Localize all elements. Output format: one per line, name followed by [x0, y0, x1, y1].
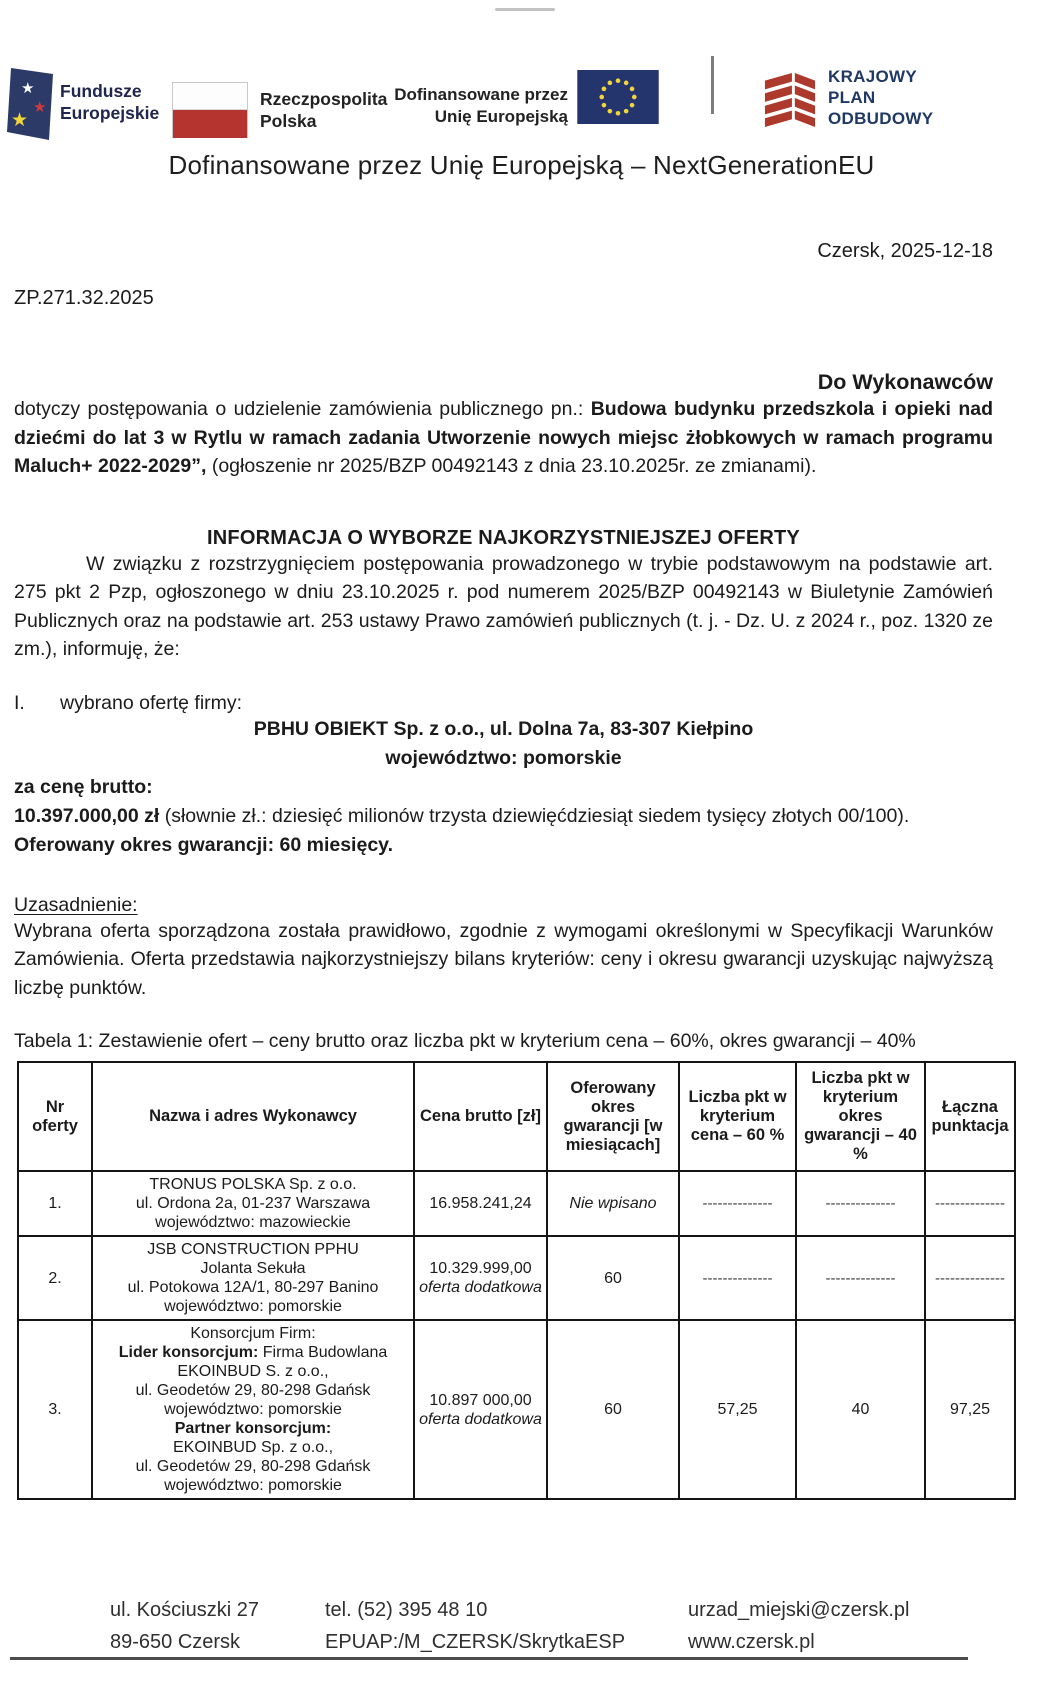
additional-offer-note: oferta dodatkowa [419, 1410, 542, 1428]
subject-title-bold: Budowa budynku przedszkola i opieki nad dziećmi do lat 3 w Rytlu w ramach zadania Utworzenie nowych miejsc żłobkowych w ramach programu Maluch+ 2022-2029”, [14, 398, 994, 477]
contractor-name-address [92, 1236, 414, 1320]
gross-price-cell: 10.897 000,00 oferta dodatkowa [414, 1320, 547, 1499]
col-header-contractor: Nazwa i adres Wykonawcy [92, 1062, 414, 1171]
footer-contact [325, 1594, 625, 1658]
table-row [18, 1171, 1015, 1236]
guarantee-points-cell: 40 [796, 1320, 925, 1499]
guarantee-cell: 60 [547, 1320, 679, 1499]
kpo-label: KRAJOWY PLAN ODBUDOWY [828, 67, 934, 128]
col-header-offer-number: Nr oferty [18, 1062, 92, 1171]
eu-flag-icon [577, 70, 659, 124]
price-points-cell: -------------- [679, 1171, 796, 1236]
legal-basis-paragraph: W związku z rozstrzygnięciem postępowania prowadzonego w trybie podstawowym na podstawie art. 275 pkt 2 Pzp, ogłoszonego w dniu 23.10.2025 r. pod numerem 2025/BZP 00492143 w Biuletynie Zamówień Publicznych oraz na podstawie art. 253 ustawy Prawo zamówień publicznych (t. j. - Dz. U. z 2024 r., poz. 1320 ze zm.), informuję, że: [14, 552, 993, 660]
contractor-line: województwo: pomorskie [164, 1401, 342, 1418]
col-header-total-points: Łączna punktacja [925, 1062, 1015, 1171]
case-reference-number: ZP.271.32.2025 [14, 287, 154, 309]
footer-online [688, 1594, 909, 1658]
consortium-partner-label: Partner konsorcjum: [174, 1420, 332, 1437]
price-points-cell: -------------- [679, 1236, 796, 1320]
offers-comparison-table [17, 1061, 1016, 1500]
additional-offer-note: oferta dodatkowa [419, 1279, 542, 1296]
footer-city: 89-650 Czersk [110, 1631, 241, 1653]
contractor-line: ul. Ordona 2a, 01-237 Warszawa [135, 1195, 371, 1212]
eu-funding-label: Dofinansowane przez Unię Europejską [394, 85, 568, 126]
gross-price-cell: 10.329.999,00 oferta dodatkowa [414, 1236, 547, 1320]
gross-price-label: za cenę brutto: [14, 775, 153, 798]
footer-divider-line [10, 1657, 968, 1660]
total-points-cell: -------------- [925, 1171, 1015, 1236]
guarantee-cell: 60 [547, 1236, 679, 1320]
contractor-line: województwo: pomorskie [164, 1298, 342, 1315]
logo-divider [711, 56, 714, 114]
offer-number: 3. [18, 1320, 92, 1499]
fundusze-europejskie-label: Fundusze Europejskie [60, 81, 160, 123]
consortium-line: Konsorcjum Firm: [190, 1325, 316, 1342]
place-and-date: Czersk, 2025-12-18 [817, 240, 993, 262]
total-points-cell: 97,25 [925, 1320, 1015, 1499]
contractor-line: JSB CONSTRUCTION PPHU [147, 1241, 359, 1258]
winner-name-address: PBHU OBIEKT Sp. z o.o., ul. Dolna 7a, 83-307 Kiełpino [253, 717, 754, 740]
footer-website: www.czersk.pl [688, 1631, 815, 1653]
selected-offer-item [14, 692, 993, 715]
gross-price-words: (słownie zł.: dziesięć milionów trzysta dziewięćdziesiąt siedem tysięcy złotych 00/100). [159, 804, 910, 827]
footer-address [110, 1594, 259, 1658]
svg-text:★: ★ [11, 109, 29, 131]
contractor-line: ul. Potokowa 12A/1, 80-297 Banino [127, 1279, 379, 1296]
justification-label: Uzasadnienie: [14, 893, 138, 916]
footer-street: ul. Kościuszki 27 [110, 1599, 259, 1621]
col-header-price-points: Liczba pkt w kryterium cena – 60 % [679, 1062, 796, 1171]
gross-price-amount: 10.397.000,00 zł [14, 804, 160, 827]
offer-number: 2. [18, 1236, 92, 1320]
kpo-logo-icon [763, 62, 817, 136]
contractor-line: województwo: pomorskie [164, 1477, 342, 1494]
footer-phone: tel. (52) 395 48 10 [325, 1599, 488, 1621]
gross-price-cell: 16.958.241,24 [414, 1171, 547, 1236]
svg-text:★: ★ [21, 79, 35, 97]
footer-email: urzad_miejski@czersk.pl [688, 1599, 910, 1621]
subject-suffix: (ogłoszenie nr 2025/BZP 00492143 z dnia 23.10.2025r. ze zmianami). [211, 455, 817, 477]
contractor-line: Jolanta Sekuła [200, 1260, 306, 1277]
total-points-cell: -------------- [925, 1236, 1015, 1320]
contractor-line: TRONUS POLSKA Sp. z o.o. [149, 1176, 357, 1193]
funding-logos-header [0, 0, 1043, 208]
table-row [18, 1320, 1015, 1499]
subject-paragraph [14, 395, 993, 481]
gross-price-line [14, 802, 993, 831]
nextgeneration-eu-subtitle: Dofinansowane przez Unię Europejską – NextGenerationEU [168, 150, 875, 180]
winner-voivodeship: województwo: pomorskie [385, 746, 622, 769]
subject-prefix: dotyczy postępowania o udzielenie zamówienia publicznego pn.: [14, 398, 591, 420]
rzeczpospolita-polska-label: Rzeczpospolita Polska [260, 89, 388, 131]
guarantee-cell: Nie wpisano [547, 1171, 679, 1236]
table-row [18, 1236, 1015, 1320]
contractor-name-address [92, 1171, 414, 1236]
contractor-name-address [92, 1320, 414, 1499]
col-header-guarantee-points: Liczba pkt w kryterium okres gwarancji – 40 % [796, 1062, 925, 1171]
contractor-line: ul. Geodetów 29, 80-298 Gdańsk [135, 1458, 371, 1475]
document-body [14, 240, 1009, 1500]
item-roman-numeral: I. [14, 691, 25, 714]
offer-number: 1. [18, 1171, 92, 1236]
consortium-leader-line: Lider konsorcjum: Firma Budowlana EKOINBUD S. z o.o., [118, 1344, 388, 1380]
addressee-heading: Do Wykonawców [817, 370, 993, 394]
justification-text: Wybrana oferta sporządzona została prawidłowo, zgodnie z wymogami określonymi w Specyfikacji Warunków Zamówienia. Oferta przedstawia najkorzystniejszy bilans kryteriów: ceny i okresu gwarancji uzyskując najwyższą liczbę punktów. [14, 919, 993, 999]
col-header-gross-price: Cena brutto [zł] [414, 1062, 547, 1171]
fundusze-europejskie-flag-icon [7, 62, 55, 142]
contractor-line: EKOINBUD Sp. z o.o., [172, 1439, 334, 1456]
table-caption: Tabela 1: Zestawienie ofert – ceny brutto oraz liczba pkt w kryterium cena – 60%, okres gwarancji – 40% [14, 1030, 916, 1052]
col-header-guarantee: Oferowany okres gwarancji [w miesiącach] [547, 1062, 679, 1171]
poland-flag-icon [172, 82, 248, 138]
guarantee-points-cell: -------------- [796, 1171, 925, 1236]
contractor-line: ul. Geodetów 29, 80-298 Gdańsk [135, 1382, 371, 1399]
guarantee-points-cell: -------------- [796, 1236, 925, 1320]
footer-epuap: EPUAP:/M_CZERSK/SkrytkaESP [325, 1631, 626, 1653]
price-points-cell: 57,25 [679, 1320, 796, 1499]
item-text: wybrano ofertę firmy: [60, 691, 243, 714]
notice-title: INFORMACJA O WYBORZE NAJKORZYSTNIEJSZEJ OFERTY [207, 526, 800, 549]
table-header-row [18, 1062, 1015, 1171]
contractor-line: województwo: mazowieckie [155, 1214, 351, 1231]
svg-text:★: ★ [33, 98, 47, 116]
guarantee-period-line: Oferowany okres gwarancji: 60 miesięcy. [14, 833, 393, 856]
